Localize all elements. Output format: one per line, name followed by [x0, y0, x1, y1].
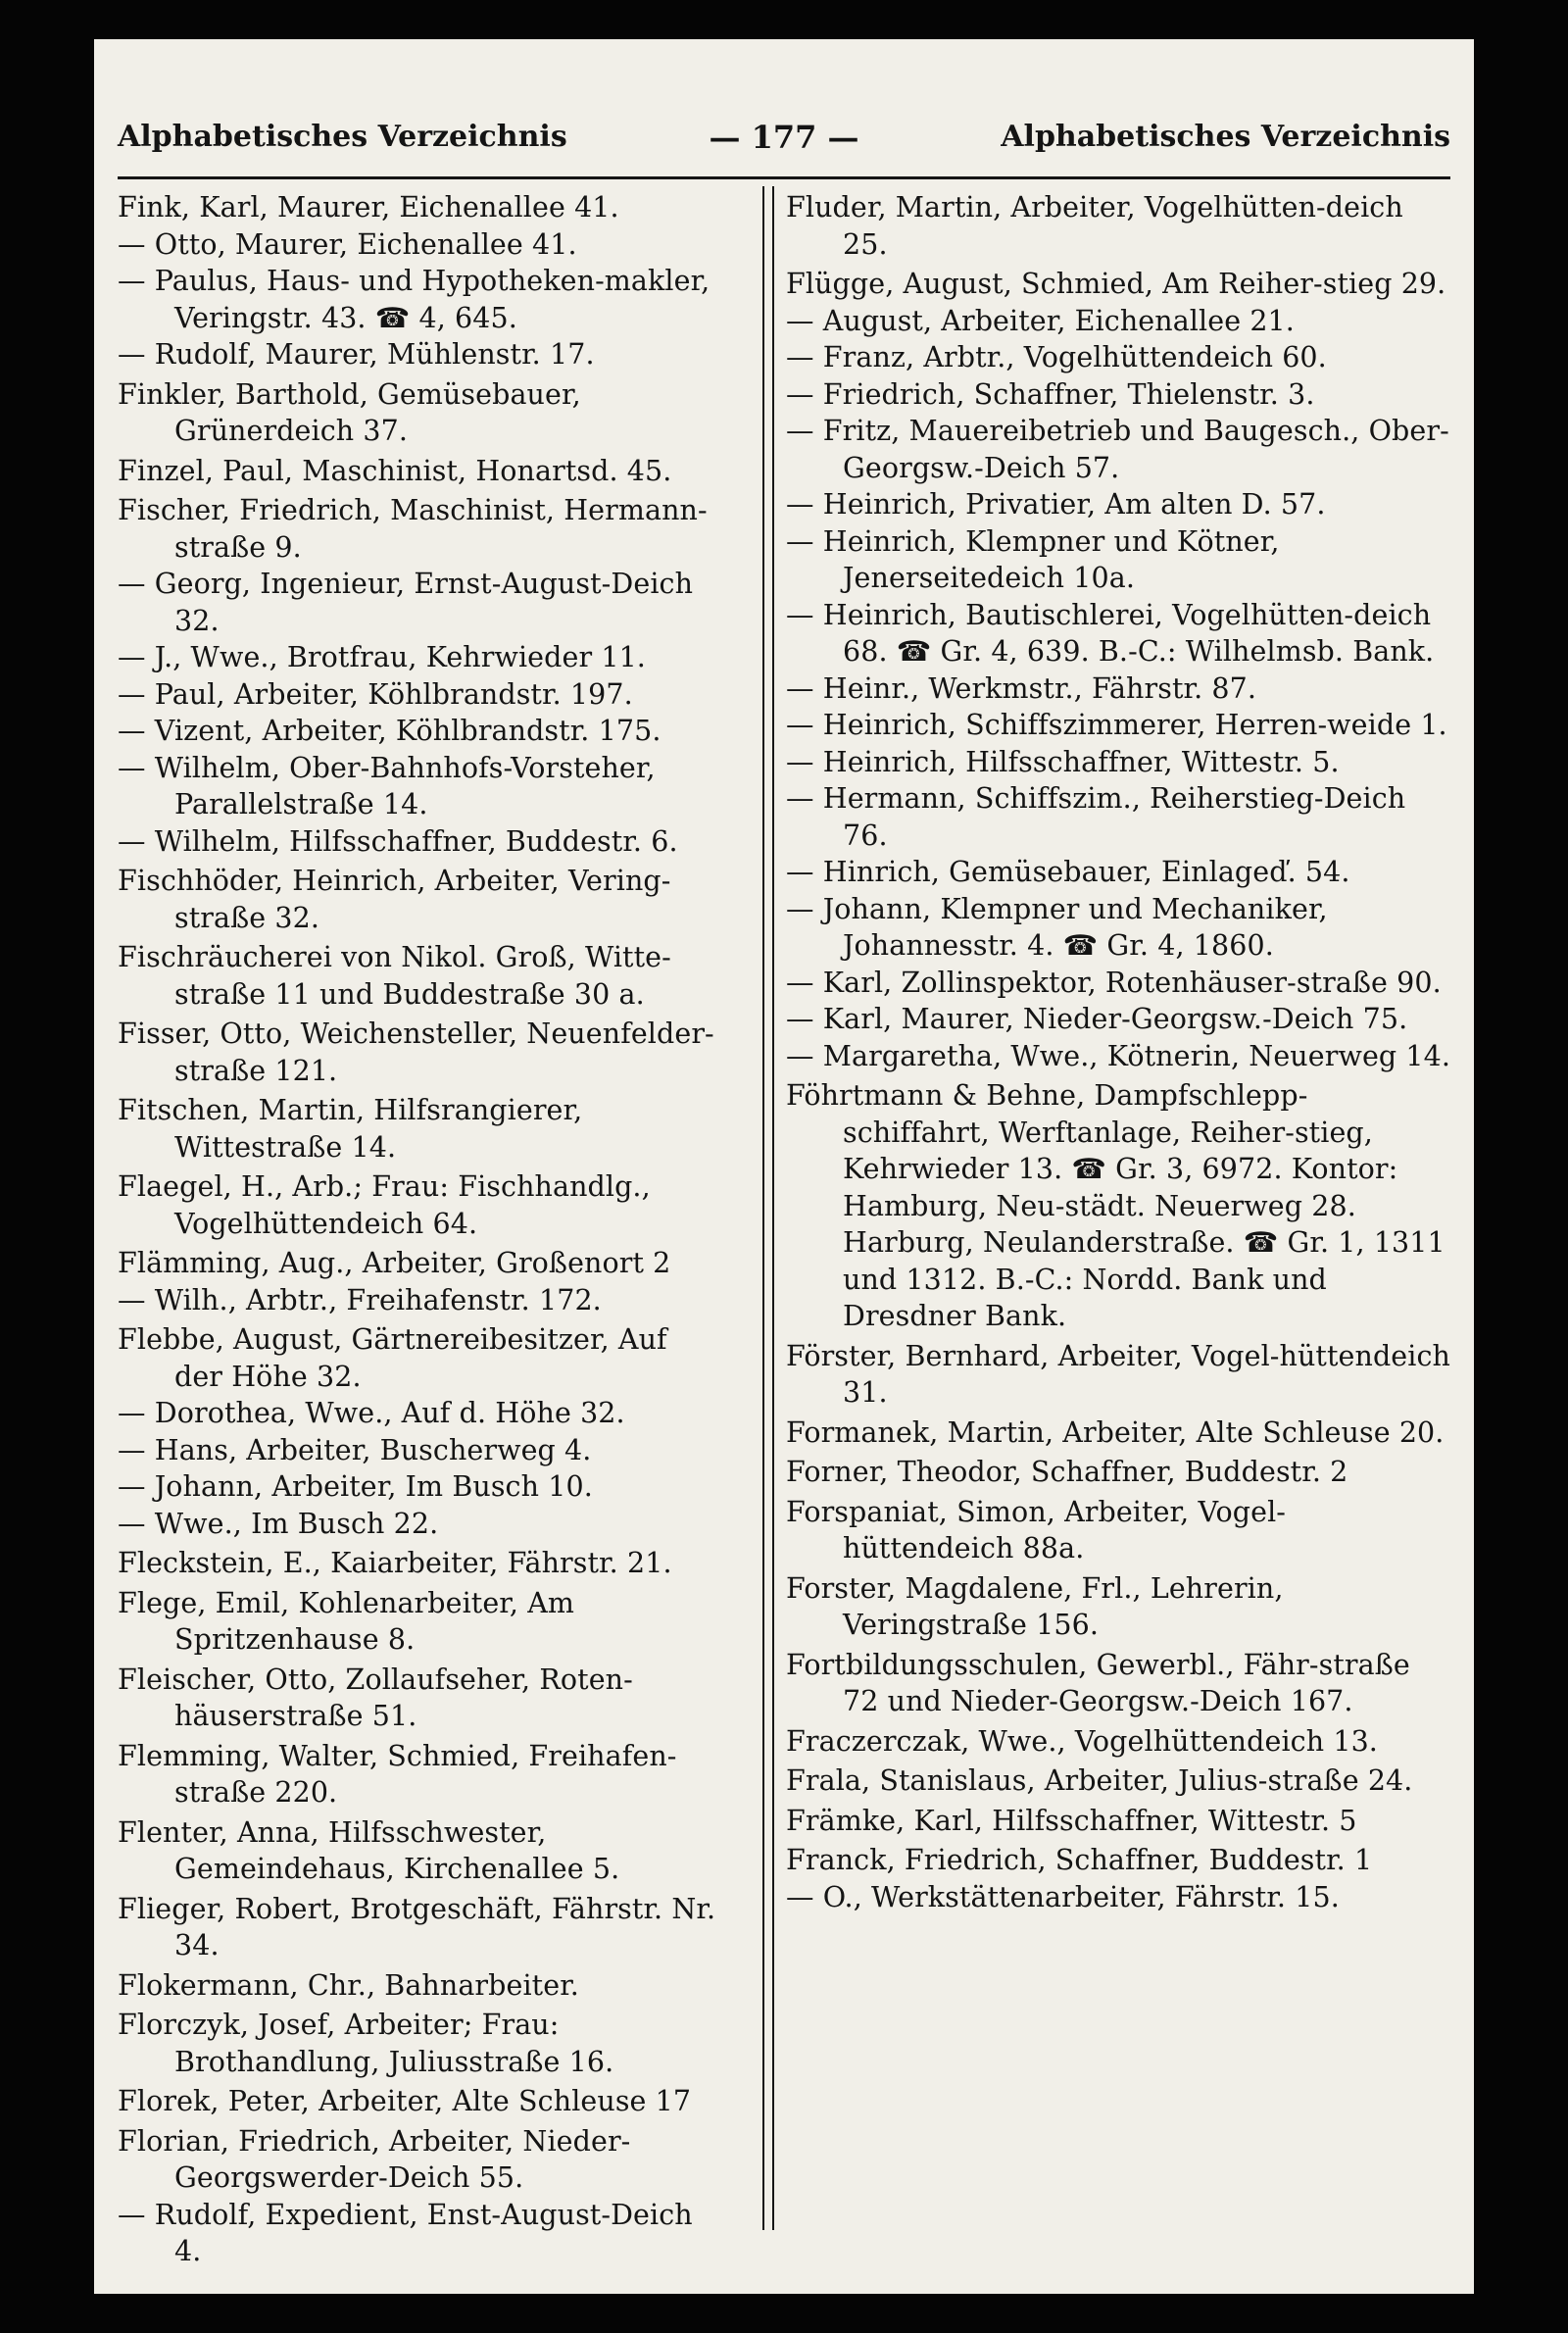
- directory-entry: — Wwe., Im Busch 22.: [118, 1507, 439, 1540]
- directory-entry: — Karl, Zollinspektor, Rotenhäuser-straße 90.: [786, 966, 1442, 999]
- directory-entry: — Vizent, Arbeiter, Köhlbrandstr. 175.: [118, 715, 662, 747]
- directory-entry: Fink, Karl, Maurer, Eichenallee 41.: [118, 191, 619, 223]
- directory-entry: Förster, Bernhard, Arbeiter, Vogel-hüttendeich 31.: [786, 1339, 1450, 1409]
- directory-entry: Fleckstein, E., Kaiarbeiter, Fährstr. 21.: [118, 1547, 672, 1579]
- directory-entry: Fitschen, Martin, Hilfsrangierer, Wittestraße 14.: [118, 1094, 583, 1164]
- directory-entry: Fischhöder, Heinrich, Arbeiter, Vering-straße 32.: [118, 865, 671, 934]
- directory-entry: — Heinr., Werkmstr., Fährstr. 87.: [786, 671, 1257, 705]
- directory-entry: Fischer, Friedrich, Maschinist, Hermann-straße 9.: [118, 494, 708, 564]
- directory-entry: — Rudolf, Expedient, Enst-August-Deich 4.: [118, 2198, 693, 2267]
- directory-entry: Flokermann, Chr., Bahnarbeiter.: [118, 1968, 579, 2002]
- directory-entry: Flemming, Walter, Schmied, Freihafen-straße 220.: [118, 1739, 677, 1809]
- directory-entry: — Margaretha, Wwe., Kötnerin, Neuerweg 14.: [786, 1039, 1451, 1072]
- directory-entry: — J., Wwe., Brotfrau, Kehrwieder 11.: [118, 641, 646, 673]
- directory-entry: Fisser, Otto, Weichensteller, Neuenfelder-straße 121.: [118, 1018, 714, 1087]
- directory-entry: Fischräucherei von Nikol. Groß, Witte-straße 11 und Buddestraße 30 a.: [118, 941, 671, 1011]
- right-column: [786, 186, 1452, 1915]
- directory-entry: Frala, Stanislaus, Arbeiter, Julius-straße 24.: [786, 1764, 1413, 1797]
- directory-entry: — Fritz, Mauereibetrieb und Baugesch., Ober-Georgsw.-Deich 57.: [786, 415, 1449, 484]
- directory-entry: Fortbildungsschulen, Gewerbl., Fähr-straße 72 und Nieder-Georgsw.-Deich 167.: [786, 1648, 1410, 1717]
- directory-entry: — Wilhelm, Hilfsschaffner, Buddestr. 6.: [118, 824, 678, 858]
- directory-entry: Fleischer, Otto, Zollaufseher, Roten-häuserstraße 51.: [118, 1663, 633, 1732]
- running-head-left: Alphabetisches Verzeichnis: [118, 120, 567, 154]
- directory-entry: Fraczerczak, Wwe., Vogelhüttendeich 13.: [786, 1724, 1378, 1758]
- directory-entry: Forster, Magdalene, Frl., Lehrerin, Veringstraße 156.: [786, 1571, 1284, 1641]
- directory-entry: Florek, Peter, Arbeiter, Alte Schleuse 17: [118, 2085, 692, 2117]
- directory-entry: Fluder, Martin, Arbeiter, Vogelhütten-deich 25.: [786, 191, 1403, 261]
- directory-entry: Finkler, Barthold, Gemüsebauer, Grünerdeich 37.: [118, 377, 581, 447]
- directory-entry: — Heinrich, Hilfsschaffner, Wittestr. 5.: [786, 745, 1340, 778]
- directory-entry: — Georg, Ingenieur, Ernst-August-Deich 32.: [118, 568, 694, 637]
- directory-entry: — Heinrich, Privatier, Am alten D. 57.: [786, 488, 1326, 521]
- directory-entry: Formanek, Martin, Arbeiter, Alte Schleuse 20.: [786, 1415, 1445, 1449]
- directory-entry: — Hans, Arbeiter, Buscherweg 4.: [118, 1433, 592, 1466]
- directory-entry: — Wilh., Arbtr., Freihafenstr. 172.: [118, 1283, 602, 1316]
- directory-entry: — Paul, Arbeiter, Köhlbrandstr. 197.: [118, 677, 633, 711]
- page-number: — 177 —: [709, 119, 859, 156]
- column-divider: [762, 186, 774, 2230]
- directory-entry: Franck, Friedrich, Schaffner, Buddestr. 1: [786, 1844, 1373, 1876]
- directory-entry: — Johann, Klempner und Mechaniker, Johannesstr. 4. ☎ Gr. 4, 1860.: [786, 892, 1328, 962]
- directory-entry: — Rudolf, Maurer, Mühlenstr. 17.: [118, 338, 595, 371]
- directory-entry: — O., Werkstättenarbeiter, Fährstr. 15.: [786, 1880, 1340, 1913]
- directory-entry: — August, Arbeiter, Eichenallee 21.: [786, 304, 1295, 337]
- directory-page: [94, 39, 1474, 2294]
- directory-entry: — Otto, Maurer, Eichenallee 41.: [118, 227, 577, 261]
- directory-entry: — Friedrich, Schaffner, Thielenstr. 3.: [786, 377, 1315, 411]
- directory-entry: — Franz, Arbtr., Vogelhüttendeich 60.: [786, 341, 1327, 373]
- directory-entry: Främke, Karl, Hilfsschaffner, Wittestr. 5: [786, 1804, 1357, 1837]
- directory-entry: — Wilhelm, Ober-Bahnhofs-Vorsteher, Parallelstraße 14.: [118, 751, 656, 820]
- directory-entry: — Dorothea, Wwe., Auf d. Höhe 32.: [118, 1397, 625, 1429]
- directory-entry: Forspaniat, Simon, Arbeiter, Vogel-hüttendeich 88a.: [786, 1495, 1287, 1564]
- header-rule: [118, 176, 1450, 179]
- directory-entry: — Heinrich, Schiffszimmerer, Herren-weide 1.: [786, 709, 1447, 741]
- directory-entry: Föhrtmann & Behne, Dampfschlepp-schiffahrt, Werftanlage, Reiher-stieg, Kehrwieder 13. ☎ Gr. 3, 6972. Kontor: Hamburg, Neu-städt. Neuerweg 28. Harburg, Neulanderstraße. ☎ Gr. 1, 1311 und 1312. B.-C.: Nordd. Bank und Dresdner Bank.: [786, 1079, 1446, 1332]
- directory-entry: Forner, Theodor, Schaffner, Buddestr. 2: [786, 1456, 1348, 1488]
- directory-entry: Florczyk, Josef, Arbeiter; Frau: Brothandlung, Juliusstraße 16.: [118, 2009, 614, 2078]
- directory-entry: — Hinrich, Gemüsebauer, Einlageď. 54.: [786, 856, 1350, 888]
- directory-entry: — Heinrich, Bautischlerei, Vogelhütten-deich 68. ☎ Gr. 4, 639. B.-C.: Wilhelmsb. Bank.: [786, 598, 1435, 668]
- left-column: [118, 186, 723, 2270]
- directory-entry: — Paulus, Haus- und Hypotheken-makler, Veringstr. 43. ☎ 4, 645.: [118, 265, 710, 334]
- directory-entry: Flege, Emil, Kohlenarbeiter, Am Spritzenhause 8.: [118, 1586, 575, 1656]
- page-header: [118, 110, 1450, 169]
- directory-entry: Flieger, Robert, Brotgeschäft, Fährstr. Nr. 34.: [118, 1892, 716, 1961]
- directory-entry: Flämming, Aug., Arbeiter, Großenort 2: [118, 1247, 671, 1279]
- directory-entry: Flebbe, August, Gärtnereibesitzer, Auf der Höhe 32.: [118, 1323, 667, 1393]
- directory-entry: — Johann, Arbeiter, Im Busch 10.: [118, 1470, 593, 1503]
- directory-entry: Flügge, August, Schmied, Am Reiher-stieg 29.: [786, 268, 1446, 300]
- directory-entry: — Hermann, Schiffszim., Reiherstieg-Deich 76.: [786, 782, 1406, 852]
- directory-entry: — Heinrich, Klempner und Kötner, Jenerseitedeich 10a.: [786, 524, 1280, 594]
- directory-entry: Finzel, Paul, Maschinist, Honartsd. 45.: [118, 454, 672, 487]
- directory-entry: Flaegel, H., Arb.; Frau: Fischhandlg., Vogelhüttendeich 64.: [118, 1170, 651, 1240]
- directory-entry: Florian, Friedrich, Arbeiter, Nieder-Georgswerder-Deich 55.: [118, 2124, 631, 2194]
- directory-entry: — Karl, Maurer, Nieder-Georgsw.-Deich 75.: [786, 1003, 1408, 1035]
- directory-entry: Flenter, Anna, Hilfsschwester, Gemeindehaus, Kirchenallee 5.: [118, 1815, 620, 1885]
- running-head-right: Alphabetisches Verzeichnis: [1001, 120, 1450, 154]
